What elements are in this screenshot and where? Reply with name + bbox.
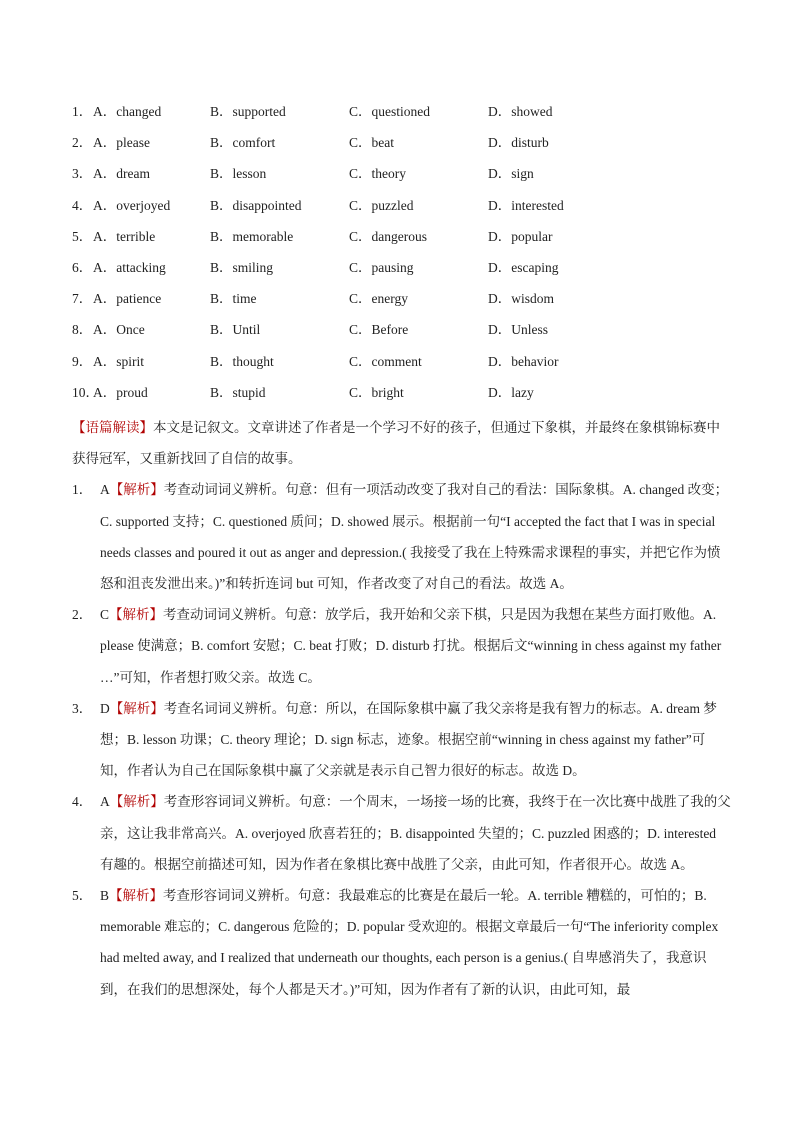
option-row [72, 383, 732, 414]
item-number: 4． [72, 794, 93, 810]
option-d: D．showed [488, 104, 553, 119]
question-number: 2． [72, 135, 93, 151]
option-d: D．disturb [488, 135, 549, 151]
explanation-item [72, 880, 732, 1005]
option-row [72, 227, 732, 258]
analysis-text: 考查形容词词义辨析。句意：我最难忘的比赛是在最后一轮。A. terrible 糟糕的，可怕的；B. memorable 难忘的；C. dangerous 危险的；D. popular 受欢迎的。根据文章最后一句“The inferiority complex had melted away, and I realized that underneath our thoughts, each person is a genius.( 自卑感消失了，我意识到，在我们的思想深处，每个人都是天才。)”可知，因为作者有了新的认识，由此可知，最 [100, 888, 719, 997]
option-a: A．please [93, 135, 150, 151]
option-row [72, 289, 732, 320]
question-number: 6． [72, 259, 93, 275]
question-number: 8． [72, 322, 93, 338]
option-d: D．behavior [488, 353, 559, 369]
analysis-tag: 【解析】 [109, 607, 164, 623]
option-c: C．beat [349, 135, 394, 151]
option-c: C．dangerous [349, 228, 427, 244]
interpretation-text: 本文是记叙文。文章讲述了作者是一个学习不好的孩子，但通过下象棋，并最终在象棋锦标赛中获得冠军，又重新找回了自信的故事。 [72, 420, 720, 467]
answer-letter: A [100, 482, 110, 498]
question-number: 5． [72, 228, 93, 244]
answer-letter: A [100, 794, 110, 810]
interpretation-tag: 【语篇解读】 [72, 420, 153, 435]
analysis-tag: 【解析】 [109, 888, 164, 904]
explanation-item [72, 786, 732, 880]
option-a: A．overjoyed [93, 197, 171, 213]
analysis-text: 考查形容词词义辨析。句意：一个周末，一场接一场的比赛，我终于在一次比赛中战胜了我的父亲，这让我非常高兴。A. overjoyed 欣喜若狂的；B. disappointed 失望的；C. puzzled 困惑的；D. interested 有趣的。根据空前描述可知，因为作者在象棋比赛中战胜了父亲，由此可知，作者很开心。故选 A。 [100, 794, 731, 872]
option-row [72, 133, 732, 164]
option-a: A．attacking [93, 259, 166, 275]
option-d: D．escaping [488, 259, 559, 275]
option-b: B．memorable [210, 228, 294, 244]
option-c: C．pausing [349, 259, 414, 275]
item-number: 3． [72, 700, 93, 716]
item-number: 1． [72, 482, 93, 498]
item-number: 5． [72, 888, 93, 904]
option-c: C．questioned [349, 104, 430, 119]
answer-letter: D [100, 700, 110, 716]
option-row [72, 258, 732, 289]
option-d: D．sign [488, 166, 534, 182]
option-b: B．stupid [210, 384, 266, 400]
option-a: A．proud [93, 384, 148, 400]
option-a: A．dream [93, 166, 150, 182]
explanation-item [72, 599, 732, 693]
option-row [72, 196, 732, 227]
option-c: C．theory [349, 166, 406, 182]
answer-letter: B [100, 888, 110, 904]
option-c: C．energy [349, 291, 408, 307]
option-b: B．smiling [210, 259, 274, 275]
option-a: A．patience [93, 291, 162, 307]
option-c: C．bright [349, 384, 404, 400]
option-row [72, 164, 732, 195]
option-b: B．supported [210, 104, 286, 119]
option-b: B．time [210, 291, 257, 307]
analysis-tag: 【解析】 [109, 700, 164, 716]
option-row [72, 352, 732, 383]
question-number: 9． [72, 353, 93, 369]
option-row [72, 102, 732, 133]
option-a: A．spirit [93, 353, 145, 369]
options-list [72, 102, 732, 414]
analysis-tag: 【解析】 [109, 794, 164, 810]
option-b: B．lesson [210, 166, 267, 182]
explanation-item [72, 693, 732, 787]
option-a: A．terrible [93, 228, 156, 244]
question-number: 4． [72, 197, 93, 213]
option-b: B．comfort [210, 135, 276, 151]
option-d: D．interested [488, 197, 564, 213]
analysis-section [72, 412, 732, 1005]
option-b: B．disappointed [210, 197, 302, 213]
analysis-text: 考查动词词义辨析。句意：放学后，我开始和父亲下棋，只是因为我想在某些方面打败他。A. please 使满意；B. comfort 安慰；C. beat 打败；D. disturb 打扰。根据后文“winning in chess against my father …”可知，作者想打败父亲。故选 C。 [100, 607, 722, 685]
option-c: C．comment [349, 353, 422, 369]
option-c: C．puzzled [349, 197, 414, 213]
option-d: D．Unless [488, 322, 548, 338]
option-c: C．Before [349, 322, 409, 338]
question-number: 1． [72, 104, 93, 119]
question-number: 10． [72, 384, 99, 400]
option-a: A．changed [93, 104, 162, 119]
option-d: D．wisdom [488, 291, 555, 307]
explanation-list [72, 474, 732, 1004]
option-row [72, 320, 732, 351]
passage-interpretation [72, 412, 732, 474]
analysis-tag: 【解析】 [109, 482, 164, 498]
analysis-text: 考查名词词义辨析。句意：所以，在国际象棋中赢了我父亲将是我有智力的标志。A. dream 梦想；B. lesson 功课；C. theory 理论；D. sign 标志，迹象。根据空前“winning in chess against my father”可知，作者认为自己在国际象棋中赢了父亲就是表示自己智力很好的标志。故选 D。 [100, 700, 717, 779]
item-number: 2． [72, 607, 93, 623]
explanation-item [72, 474, 732, 599]
question-number: 7． [72, 291, 93, 307]
option-b: B．Until [210, 322, 261, 338]
option-d: D．popular [488, 228, 553, 244]
option-d: D．lazy [488, 384, 534, 400]
analysis-text: 考查动词词义辨析。句意：但有一项活动改变了我对自己的看法：国际象棋。A. changed 改变；C. supported 支持；C. questioned 质问；D. showed 展示。根据前一句“I accepted the fact that I was in special needs classes and poured it out as anger and depression.( 我接受了我在上特殊需求课程的事实，并把它作为愤怒和沮丧发泄出来。)”和转折连词 but 可知，作者改变了对自己的看法。故选 A。 [100, 482, 729, 592]
question-number: 3． [72, 166, 93, 182]
answer-letter: C [100, 607, 110, 623]
option-a: A．Once [93, 322, 145, 338]
option-b: B．thought [210, 353, 274, 369]
